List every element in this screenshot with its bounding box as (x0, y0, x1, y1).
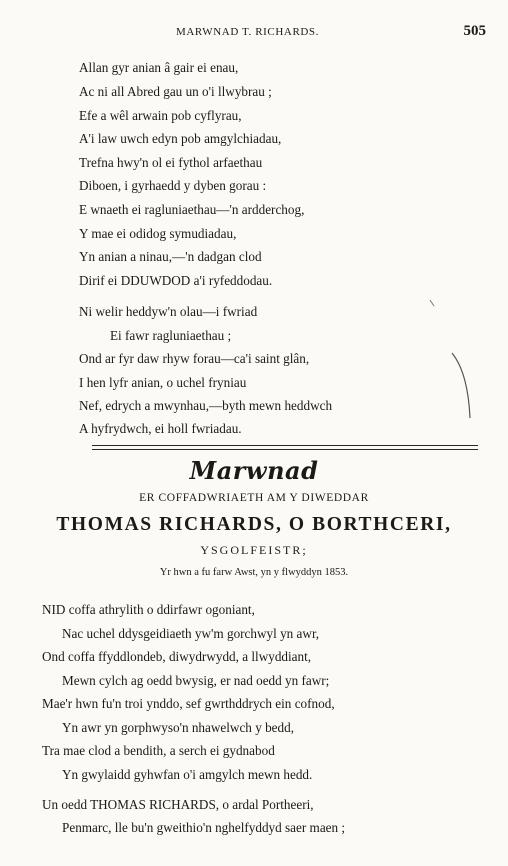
elegy-subject-name: THOMAS RICHARDS, O BORTHCERI, (56, 514, 452, 535)
poem-line: Yn awr yn gorphwyso'n nhawelwch y bedd, (62, 720, 295, 735)
page-header (0, 23, 508, 44)
double-rule-top (92, 445, 478, 446)
elegy-subtitle: ER COFFADWRIAETH AM Y DIWEDDAR (139, 492, 369, 504)
page-number: 505 (463, 23, 486, 39)
poem-line: Penmarc, lle bu'n gweithio'n nghelfyddyd saer maen ; (62, 820, 346, 835)
poem-line: Tra mae clod a bendith, a serch ei gydnabod (42, 743, 275, 758)
poem-line: Un oedd THOMAS RICHARDS, o ardal Portheeri, (42, 797, 314, 812)
poem-line: Diboen, i gyrhaedd y dyben gorau : (79, 178, 267, 193)
poem-line: Nac uchel ddysgeidiaeth yw'm gorchwyl yn awr, (62, 626, 320, 641)
death-note: Yr hwn a fu farw Awst, yn y flwyddyn 1853. (159, 567, 349, 578)
poem-line: Ac ni all Abred gau un o'i llwybrau ; (79, 84, 272, 99)
poem-line: E wnaeth ei ragluniaethau—'n ardderchog, (79, 202, 305, 217)
poem-line: Nef, edrych a mwynhau,—byth mewn heddwch (79, 398, 333, 413)
poem-line: I hen lyfr anian, o uchel fryniau (79, 375, 247, 390)
running-title: MARWNAD T. RICHARDS. (176, 26, 319, 38)
poem-line: Mae'r hwn fu'n troi ynddo, sef gwrthddrych ein cofnod, (42, 696, 335, 711)
poem-line: A hyfrydwch, ei holl fwriadau. (79, 421, 242, 436)
pencil-margin-mark (420, 298, 480, 428)
poem-line: Ni welir heddyw'n olau—i fwriad (79, 304, 258, 319)
double-rule-bottom (92, 449, 478, 450)
poem-line: Ond ar fyr daw rhyw forau—ca'i saint glân, (79, 351, 310, 366)
poem-line: Dirif ei DDUWDOD a'i ryfeddodau. (79, 273, 273, 288)
poem-line: NID coffa athrylith o ddirfawr ogoniant, (42, 602, 255, 617)
poem-line: Yn anian a ninau,—'n dadgan clod (79, 249, 262, 264)
poem-line: Ond coffa ffyddlondeb, diwydrwydd, a llwyddiant, (42, 649, 312, 664)
poem-line: Allan gyr anian â gair ei enau, (79, 60, 239, 75)
poem-line: A'i law uwch edyn pob amgylchiadau, (79, 131, 282, 146)
elegy-title: Marwnad (189, 456, 319, 485)
poem-line: Efe a wêl arwain pob cyflyrau, (79, 108, 242, 123)
poem-line: Yn gwylaidd gyhwfan o'i amgylch mewn hedd. (62, 767, 313, 782)
poem-line: Mewn cylch ag oedd bwysig, er nad oedd yn fawr; (62, 673, 330, 688)
poem-line: Ei fawr ragluniaethau ; (110, 328, 232, 343)
poem-line: Y mae ei odidog symudiadau, (79, 226, 237, 241)
poem-line: Trefna hwy'n ol ei fythol arfaethau (79, 155, 263, 170)
elegy-subject-role: YSGOLFEISTR; (200, 543, 308, 557)
